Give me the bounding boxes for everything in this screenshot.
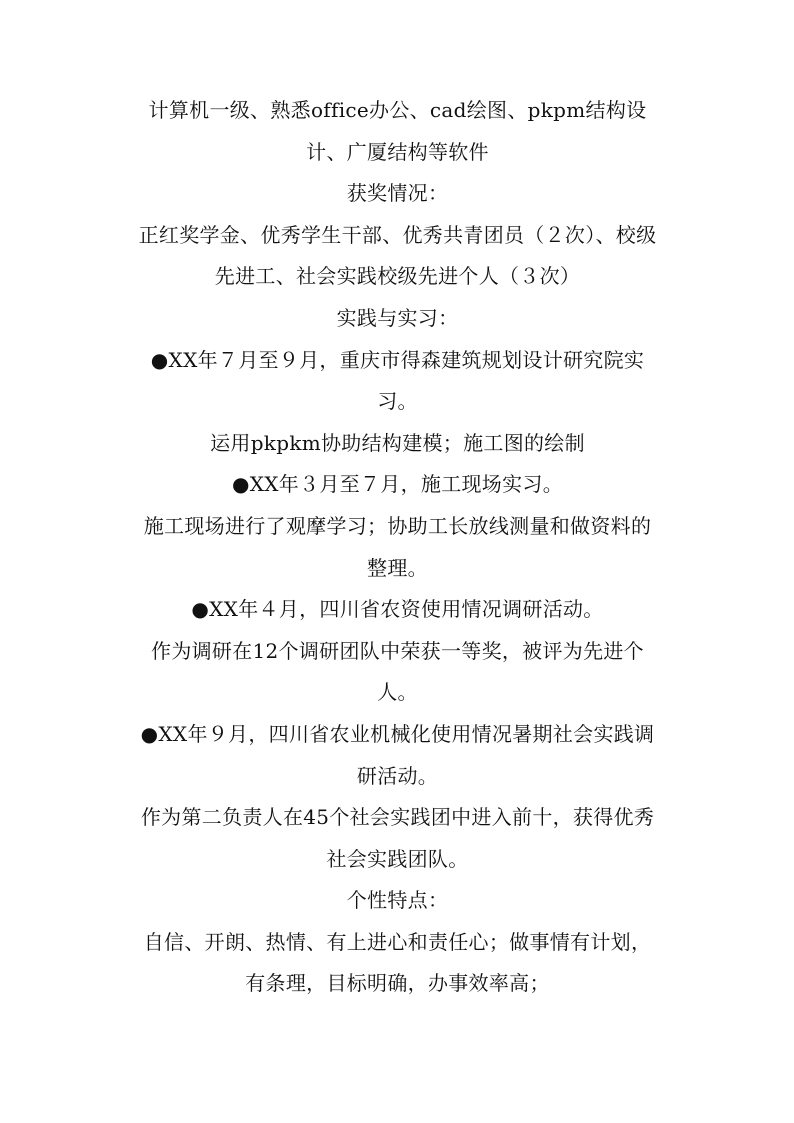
practice-item-4-line-1: ●XX年９月，四川省农业机械化使用情况暑期社会实践调 [140,721,655,746]
awards-line-2: 先进工、社会实践校级先进个人（３次） [214,264,581,289]
practice-item-1-line-2: 习。 [377,389,418,414]
practice-item-3-detail-line-1: 作为调研在12个调研团队中荣获一等奖，被评为先进个 [151,638,644,663]
skills-line-1: 计算机一级、熟悉office办公、cad绘图、pkpm结构设 [148,98,647,122]
document-body [120,90,675,1005]
practice-item-4-detail-line-1: 作为第二负责人在45个社会实践团中进入前十，获得优秀 [140,805,655,830]
awards-line-1: 正红奖学金、优秀学生干部、优秀共青团员（２次）、校级 [138,222,657,247]
awards-heading: 获奖情况： [346,181,449,206]
practice-item-1-line-1: ●XX年７月至９月，重庆市得森建筑规划设计研究院实 [150,347,645,372]
practice-item-2-detail-line-2: 整理。 [367,555,428,580]
personality-line-2: 有条理，目标明确，办事效率高； [245,971,550,996]
practice-item-4-detail-line-2: 社会实践团队。 [326,846,469,871]
practice-item-4-line-2: 研活动。 [356,763,439,788]
personality-line-1: 自信、开朗、热情、有上进心和责任心；做事情有计划， [143,929,652,954]
practice-heading: 实践与实习： [336,305,459,330]
personality-heading: 个性特点： [346,888,449,913]
practice-item-2-detail-line-1: 施工现场进行了观摩学习；协助工长放线测量和做资料的 [143,513,652,538]
practice-item-3-detail-line-2: 人。 [377,680,418,705]
practice-item-1-detail: 运用pkpkm协助结构建模；施工图的绘制 [210,430,585,455]
practice-item-2: ●XX年３月至７月，施工现场实习。 [231,472,564,497]
skills-line-2: 计、广厦结构等软件 [306,139,489,164]
practice-item-3: ●XX年４月，四川省农资使用情况调研活动。 [191,597,604,622]
